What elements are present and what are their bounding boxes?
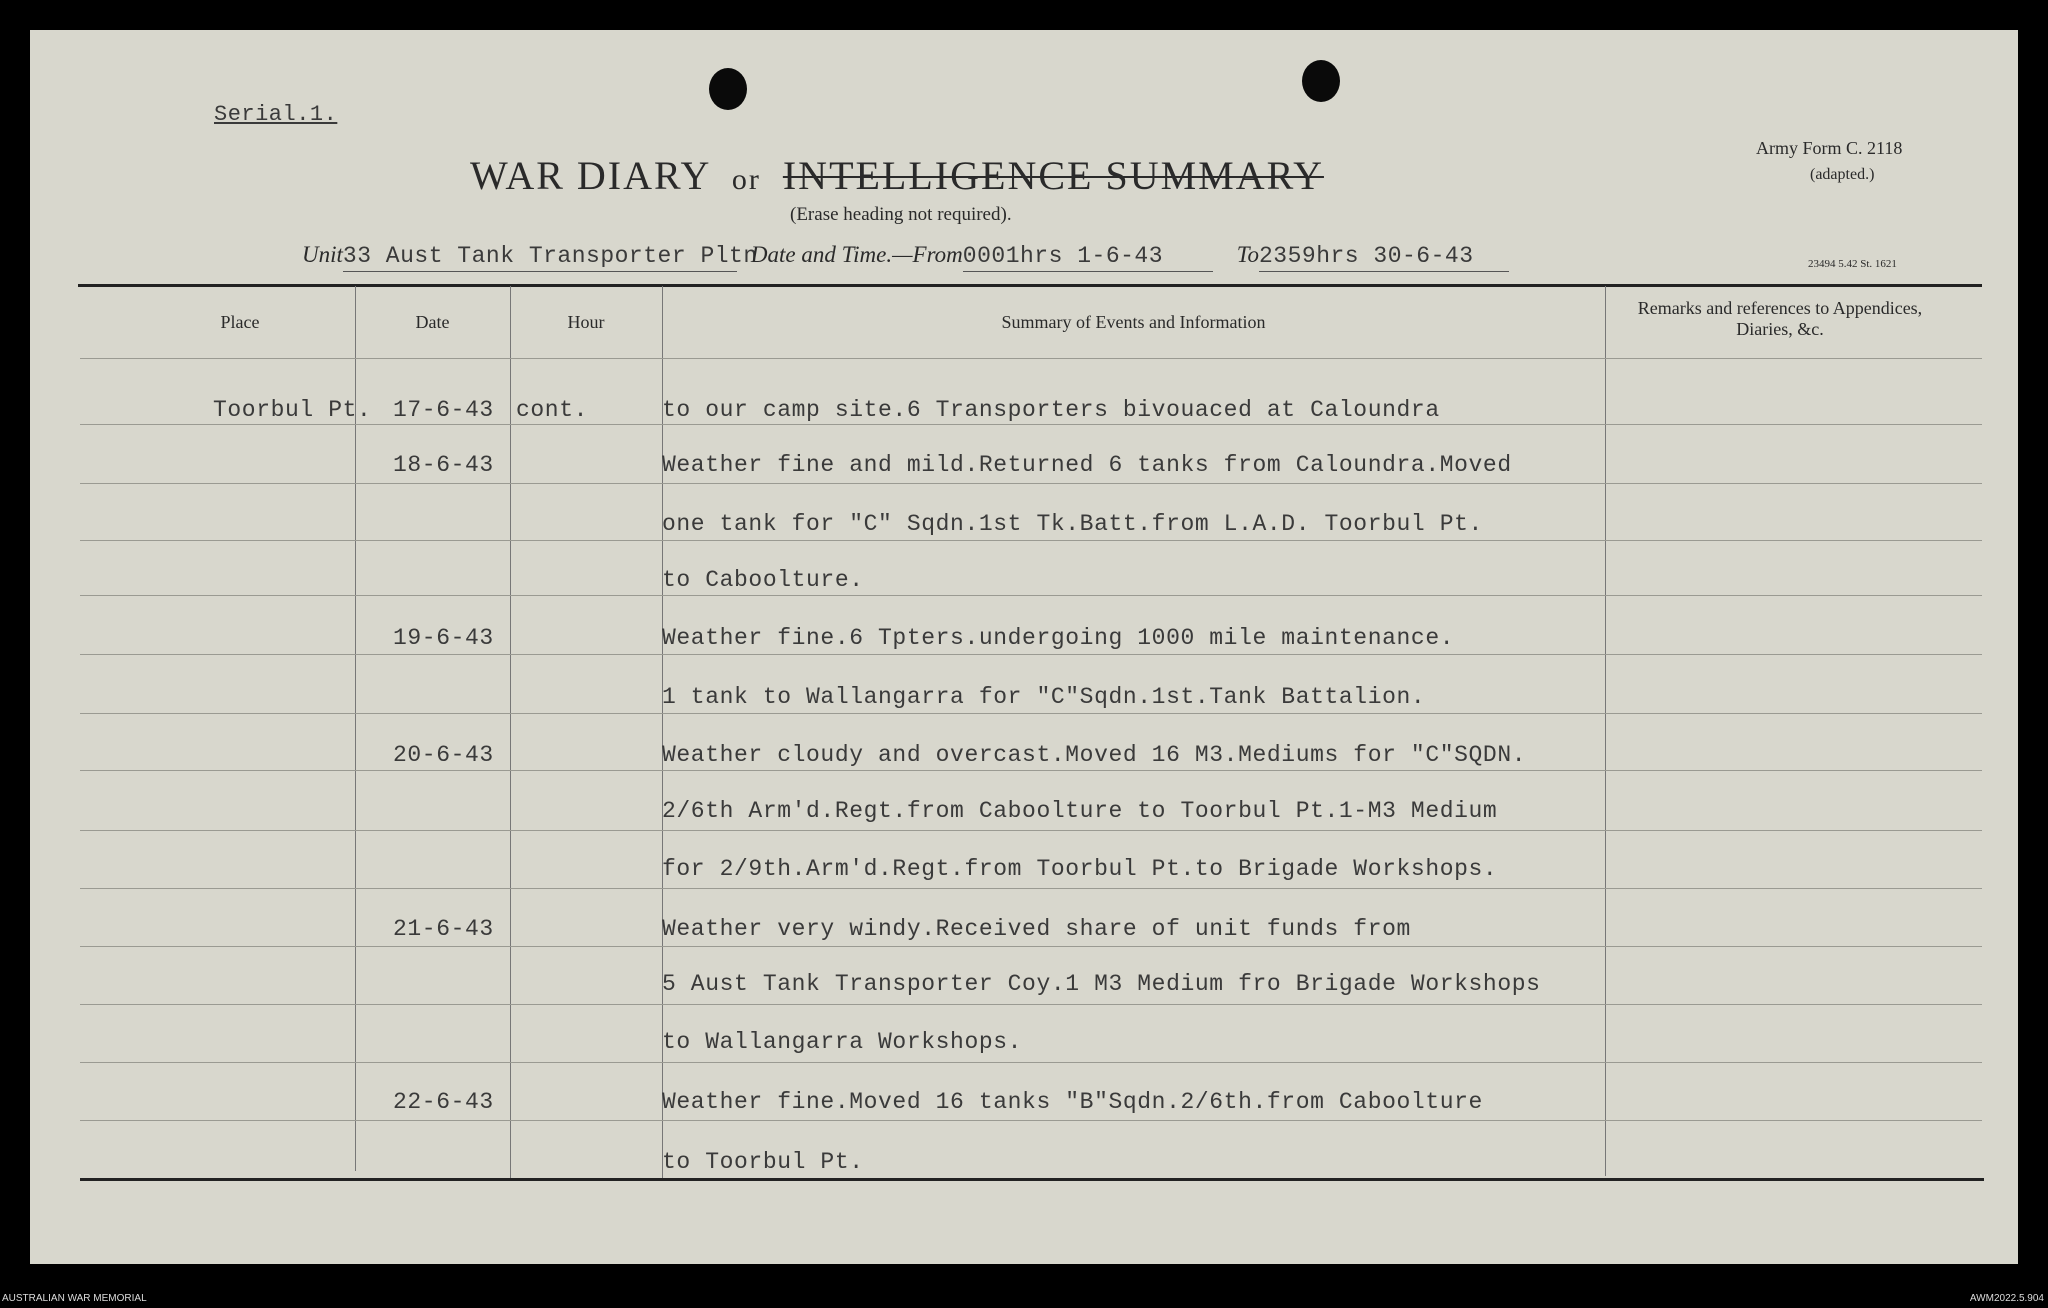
title-struck: INTELLIGENCE SUMMARY <box>782 153 1324 198</box>
column-header-date: Date <box>415 312 450 332</box>
serial-number: Serial.1. <box>214 102 338 127</box>
date-cell: 20-6-43 <box>393 742 494 768</box>
summary-cell: Weather fine.Moved 16 tanks "B"Sqdn.2/6th.from Caboolture <box>662 1089 1483 1115</box>
date-cell: 22-6-43 <box>393 1089 494 1115</box>
erase-note: (Erase heading not required). <box>790 204 1012 225</box>
column-header-summary: Summary of Events and Information <box>1001 312 1266 332</box>
summary-cell: to Wallangarra Workshops. <box>662 1029 1023 1055</box>
diary-row <box>30 856 2018 886</box>
title-main: WAR DIARY <box>470 153 710 198</box>
form-code: 23494 5.42 St. 1621 <box>1808 258 1897 270</box>
unit-value: 33 Aust Tank Transporter Pltn <box>343 243 737 272</box>
to-label: To <box>1236 242 1259 267</box>
summary-cell: one tank for "C" Sqdn.1st Tk.Batt.from L.A.D. Toorbul Pt. <box>662 511 1483 537</box>
army-form: Army Form C. 2118 <box>1756 138 1903 158</box>
adapted-note: (adapted.) <box>1810 166 1875 183</box>
summary-cell: 1 tank to Wallangarra for "C"Sqdn.1st.Tank Battalion. <box>662 684 1426 710</box>
column-header-remarks: Remarks and references to Appendices, Diaries, &c. <box>1637 298 1923 339</box>
diary-row <box>30 452 2018 482</box>
column-header-place: Place <box>220 312 260 332</box>
ruled-line <box>80 358 1982 359</box>
date-cell: 19-6-43 <box>393 625 494 651</box>
ruled-line <box>80 1062 1982 1063</box>
ruled-line <box>80 946 1982 947</box>
diary-row <box>30 742 2018 772</box>
summary-cell: Weather fine and mild.Returned 6 tanks from Caloundra.Moved <box>662 452 1512 478</box>
column-header-hour: Hour <box>567 312 605 332</box>
page-title <box>470 152 1324 199</box>
from-value: 0001hrs 1-6-43 <box>963 243 1213 272</box>
summary-cell: 5 Aust Tank Transporter Coy.1 M3 Medium fro Brigade Workshops <box>662 971 1541 997</box>
ruled-line <box>80 888 1982 889</box>
diary-row <box>30 971 2018 1001</box>
diary-page <box>30 30 2018 1264</box>
summary-cell: Weather very windy.Received share of unit funds from <box>662 916 1411 942</box>
unit-label: Unit <box>302 242 343 267</box>
ruled-line <box>80 483 1982 484</box>
diary-row <box>30 1089 2018 1119</box>
diary-row <box>30 567 2018 597</box>
summary-cell: 2/6th Arm'd.Regt.from Caboolture to Toorbul Pt.1-M3 Medium <box>662 798 1498 824</box>
date-label: Date and Time.—From <box>750 242 963 267</box>
summary-cell: Weather fine.6 Tpters.undergoing 1000 mile maintenance. <box>662 625 1455 651</box>
diary-row <box>30 397 2018 427</box>
place-cell: Toorbul Pt. <box>213 397 372 423</box>
diary-row <box>30 684 2018 714</box>
diary-row <box>30 1149 2018 1179</box>
ruled-line <box>80 1004 1982 1005</box>
diary-row <box>30 916 2018 946</box>
hour-cell: cont. <box>516 397 589 423</box>
table-top-rule <box>78 284 1982 287</box>
title-or: or <box>731 163 761 196</box>
punch-hole <box>709 68 747 110</box>
footer-credit: AUSTRALIAN WAR MEMORIAL <box>2 1293 147 1304</box>
summary-cell: to our camp site.6 Transporters bivouaced at Caloundra <box>662 397 1440 423</box>
summary-cell: to Caboolture. <box>662 567 864 593</box>
ruled-line <box>80 830 1982 831</box>
diary-row <box>30 511 2018 541</box>
date-cell: 17-6-43 <box>393 397 494 423</box>
date-cell: 18-6-43 <box>393 452 494 478</box>
summary-cell: to Toorbul Pt. <box>662 1149 864 1175</box>
summary-cell: Weather cloudy and overcast.Moved 16 M3.Mediums for "C"SQDN. <box>662 742 1527 768</box>
punch-hole <box>1302 60 1340 102</box>
to-value: 2359hrs 30-6-43 <box>1259 243 1509 272</box>
date-cell: 21-6-43 <box>393 916 494 942</box>
diary-row <box>30 625 2018 655</box>
diary-row <box>30 798 2018 828</box>
footer-reference: AWM2022.5.904 <box>1969 1293 2044 1304</box>
summary-cell: for 2/9th.Arm'd.Regt.from Toorbul Pt.to Brigade Workshops. <box>662 856 1498 882</box>
unit-line <box>302 242 1509 272</box>
ruled-line <box>80 1120 1982 1121</box>
diary-row <box>30 1029 2018 1059</box>
